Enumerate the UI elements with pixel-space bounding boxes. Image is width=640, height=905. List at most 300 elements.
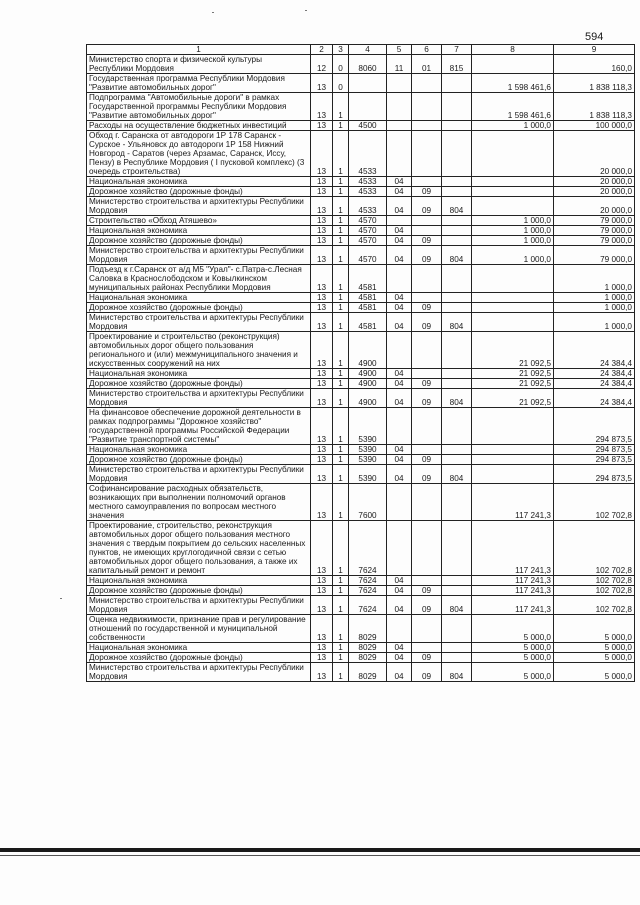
row-col-3: 1 (333, 332, 349, 369)
row-col-3: 1 (333, 408, 349, 445)
table-row (87, 379, 635, 389)
row-col-2: 13 (311, 313, 333, 332)
row-col-3: 1 (333, 663, 349, 682)
row-col-4: 4533 (349, 177, 387, 187)
row-col-5: 04 (387, 303, 412, 313)
row-name: Министерство спорта и физической культуры Республики Мордовия (87, 55, 311, 74)
row-col-6 (412, 369, 442, 379)
row-amount-col-9: 100 000,0 (554, 121, 635, 131)
row-col-4 (349, 93, 387, 121)
row-col-6 (412, 265, 442, 293)
row-amount-col-9: 294 873,5 (554, 408, 635, 445)
row-name: Национальная экономика (87, 293, 311, 303)
row-col-3: 1 (333, 246, 349, 265)
row-col-2: 13 (311, 643, 333, 653)
row-col-3: 1 (333, 445, 349, 455)
row-col-7 (442, 521, 472, 576)
table-row (87, 187, 635, 197)
table-row (87, 596, 635, 615)
col-header-4: 4 (349, 45, 387, 55)
row-amount-col-9: 1 838 118,3 (554, 74, 635, 93)
row-col-2: 13 (311, 74, 333, 93)
row-col-7 (442, 216, 472, 226)
row-col-2: 13 (311, 389, 333, 408)
row-col-7 (442, 455, 472, 465)
row-col-7 (442, 379, 472, 389)
row-amount-col-8: 1 000,0 (472, 226, 554, 236)
row-amount-col-9: 160,0 (554, 55, 635, 74)
row-col-4: 4581 (349, 265, 387, 293)
row-amount-col-8 (472, 197, 554, 216)
row-amount-col-9: 102 702,8 (554, 586, 635, 596)
row-col-7: 804 (442, 313, 472, 332)
row-col-5 (387, 484, 412, 521)
col-header-9: 9 (554, 45, 635, 55)
col-header-3: 3 (333, 45, 349, 55)
row-col-7 (442, 643, 472, 653)
table-row (87, 653, 635, 663)
table-row (87, 303, 635, 313)
row-amount-col-9: 24 384,4 (554, 332, 635, 369)
row-col-3: 1 (333, 484, 349, 521)
row-amount-col-8: 117 241,3 (472, 596, 554, 615)
scan-speck (212, 12, 214, 13)
row-amount-col-9: 20 000,0 (554, 131, 635, 177)
row-col-7 (442, 408, 472, 445)
row-col-4: 4570 (349, 226, 387, 236)
row-col-6 (412, 121, 442, 131)
row-name: Министерство строительства и архитектуры Республики Мордовия (87, 663, 311, 682)
row-col-3: 0 (333, 55, 349, 74)
row-col-7 (442, 265, 472, 293)
row-col-7 (442, 187, 472, 197)
row-amount-col-9: 20 000,0 (554, 187, 635, 197)
row-col-4: 4581 (349, 303, 387, 313)
row-amount-col-9: 24 384,4 (554, 379, 635, 389)
row-col-5: 04 (387, 369, 412, 379)
row-col-7: 815 (442, 55, 472, 74)
row-col-6 (412, 177, 442, 187)
row-col-2: 13 (311, 615, 333, 643)
row-col-5: 04 (387, 177, 412, 187)
row-col-7: 804 (442, 389, 472, 408)
row-col-5 (387, 216, 412, 226)
row-amount-col-9: 79 000,0 (554, 236, 635, 246)
row-col-3: 1 (333, 465, 349, 484)
row-col-6 (412, 576, 442, 586)
row-col-2: 13 (311, 121, 333, 131)
row-amount-col-8 (472, 455, 554, 465)
row-col-4: 4570 (349, 236, 387, 246)
row-col-5: 04 (387, 379, 412, 389)
row-amount-col-9: 24 384,4 (554, 389, 635, 408)
row-col-3: 1 (333, 121, 349, 131)
row-col-7 (442, 177, 472, 187)
row-col-3: 1 (333, 653, 349, 663)
row-col-4: 7624 (349, 596, 387, 615)
row-amount-col-8: 21 092,5 (472, 369, 554, 379)
row-amount-col-8 (472, 408, 554, 445)
row-amount-col-9: 102 702,8 (554, 576, 635, 586)
row-amount-col-9: 5 000,0 (554, 643, 635, 653)
row-col-5 (387, 121, 412, 131)
col-header-7: 7 (442, 45, 472, 55)
row-col-6: 09 (412, 389, 442, 408)
row-col-7 (442, 121, 472, 131)
page-number: 594 (585, 31, 604, 43)
table-row (87, 465, 635, 484)
row-col-3: 1 (333, 93, 349, 121)
table-row (87, 265, 635, 293)
row-col-2: 13 (311, 586, 333, 596)
row-col-2: 13 (311, 226, 333, 236)
row-col-4: 4533 (349, 187, 387, 197)
row-col-7: 804 (442, 246, 472, 265)
row-amount-col-9: 1 838 118,3 (554, 93, 635, 121)
header-row (87, 45, 635, 55)
row-col-7 (442, 293, 472, 303)
table-row (87, 246, 635, 265)
row-name: Дорожное хозяйство (дорожные фонды) (87, 187, 311, 197)
row-col-6 (412, 615, 442, 643)
table-row (87, 74, 635, 93)
row-col-4: 5390 (349, 445, 387, 455)
row-col-7 (442, 74, 472, 93)
row-col-5: 11 (387, 55, 412, 74)
row-name: Проектирование, строительство, реконструкция автомобильных дорог общего пользования местного значения с твердым покрытием до сельских населенных пунктов, не имеющих круглогодичной связи с сетью автомобильных дорог общего пользования, а также их капитальный ремонт и ремонт (87, 521, 311, 576)
row-amount-col-9: 294 873,5 (554, 455, 635, 465)
row-col-2: 13 (311, 187, 333, 197)
row-col-6 (412, 643, 442, 653)
bottom-rule-thin (0, 855, 640, 856)
row-col-3: 1 (333, 216, 349, 226)
row-col-3: 1 (333, 293, 349, 303)
row-col-5: 04 (387, 576, 412, 586)
row-col-5: 04 (387, 187, 412, 197)
row-col-3: 1 (333, 586, 349, 596)
row-amount-col-8: 1 598 461,6 (472, 93, 554, 121)
row-col-5: 04 (387, 465, 412, 484)
row-col-5 (387, 521, 412, 576)
row-amount-col-8: 117 241,3 (472, 484, 554, 521)
row-col-6 (412, 131, 442, 177)
row-col-7 (442, 226, 472, 236)
scan-speck (305, 10, 307, 11)
row-amount-col-8 (472, 293, 554, 303)
row-col-7: 804 (442, 465, 472, 484)
row-name: Национальная экономика (87, 643, 311, 653)
table-row (87, 521, 635, 576)
row-col-2: 13 (311, 484, 333, 521)
row-col-4: 4533 (349, 131, 387, 177)
row-col-2: 13 (311, 265, 333, 293)
row-col-6: 09 (412, 455, 442, 465)
row-name: Национальная экономика (87, 445, 311, 455)
row-col-5 (387, 332, 412, 369)
row-amount-col-8: 5 000,0 (472, 615, 554, 643)
row-col-3: 1 (333, 303, 349, 313)
row-col-6: 09 (412, 236, 442, 246)
table-row (87, 586, 635, 596)
row-name: Министерство строительства и архитектуры Республики Мордовия (87, 389, 311, 408)
bottom-rule (0, 848, 640, 852)
row-col-5 (387, 74, 412, 93)
row-name: Национальная экономика (87, 576, 311, 586)
row-col-6: 09 (412, 596, 442, 615)
row-name: Подъезд к г.Саранск от а/д М5 "Урал"- с.Патра-с.Лесная Саловка в Краснослободском и Ковылкинском муниципальных районах Республики Мордовия (87, 265, 311, 293)
row-col-3: 1 (333, 615, 349, 643)
row-name: Расходы на осуществление бюджетных инвестиций (87, 121, 311, 131)
table-row (87, 236, 635, 246)
row-col-4: 4533 (349, 197, 387, 216)
table-row (87, 121, 635, 131)
table-row (87, 93, 635, 121)
row-col-2: 13 (311, 445, 333, 455)
row-col-6 (412, 521, 442, 576)
row-amount-col-8: 1 000,0 (472, 121, 554, 131)
row-col-6: 09 (412, 303, 442, 313)
row-col-4: 4570 (349, 216, 387, 226)
row-col-7: 804 (442, 663, 472, 682)
row-col-4: 4900 (349, 332, 387, 369)
table-row (87, 445, 635, 455)
row-name: Дорожное хозяйство (дорожные фонды) (87, 653, 311, 663)
row-col-2: 13 (311, 177, 333, 187)
row-name: Национальная экономика (87, 226, 311, 236)
row-col-7 (442, 484, 472, 521)
row-name: Министерство строительства и архитектуры Республики Мордовия (87, 246, 311, 265)
row-name: Строительство «Обход Атяшево» (87, 216, 311, 226)
row-amount-col-9: 20 000,0 (554, 177, 635, 187)
table-row (87, 332, 635, 369)
table-row (87, 131, 635, 177)
row-col-4: 8029 (349, 643, 387, 653)
row-col-6: 09 (412, 586, 442, 596)
table-row (87, 293, 635, 303)
row-amount-col-8 (472, 465, 554, 484)
row-amount-col-9: 102 702,8 (554, 596, 635, 615)
row-amount-col-9: 20 000,0 (554, 197, 635, 216)
row-col-6 (412, 332, 442, 369)
row-col-6: 09 (412, 246, 442, 265)
row-col-4: 5390 (349, 465, 387, 484)
row-col-6 (412, 408, 442, 445)
row-col-2: 13 (311, 197, 333, 216)
table-row (87, 576, 635, 586)
row-col-4: 7624 (349, 586, 387, 596)
row-col-4: 7624 (349, 521, 387, 576)
table-row (87, 389, 635, 408)
row-col-7 (442, 93, 472, 121)
row-name: Дорожное хозяйство (дорожные фонды) (87, 455, 311, 465)
row-name: Дорожное хозяйство (дорожные фонды) (87, 586, 311, 596)
row-name: Национальная экономика (87, 369, 311, 379)
row-col-5: 04 (387, 246, 412, 265)
table-row (87, 226, 635, 236)
row-amount-col-9: 5 000,0 (554, 653, 635, 663)
row-amount-col-8 (472, 55, 554, 74)
row-col-2: 13 (311, 236, 333, 246)
col-header-6: 6 (412, 45, 442, 55)
row-col-6: 09 (412, 379, 442, 389)
row-name: Государственная программа Республики Мордовия "Развитие автомобильных дорог" (87, 74, 311, 93)
row-col-6 (412, 216, 442, 226)
row-col-3: 1 (333, 643, 349, 653)
row-col-4: 5390 (349, 408, 387, 445)
row-name: Дорожное хозяйство (дорожные фонды) (87, 379, 311, 389)
col-header-5: 5 (387, 45, 412, 55)
row-col-4: 8060 (349, 55, 387, 74)
row-name: Софинансирование расходных обязательств, возникающих при выполнении полномочий органов местного самоуправления по вопросам местного значения (87, 484, 311, 521)
row-col-2: 13 (311, 246, 333, 265)
row-col-3: 1 (333, 131, 349, 177)
row-col-2: 13 (311, 93, 333, 121)
row-amount-col-9: 102 702,8 (554, 484, 635, 521)
row-col-5: 04 (387, 596, 412, 615)
row-amount-col-8 (472, 265, 554, 293)
table-body (87, 55, 635, 682)
row-col-2: 13 (311, 653, 333, 663)
table-row (87, 484, 635, 521)
row-col-6 (412, 484, 442, 521)
row-col-2: 13 (311, 576, 333, 586)
table-row (87, 55, 635, 74)
row-col-7 (442, 653, 472, 663)
row-col-3: 1 (333, 455, 349, 465)
row-col-6: 09 (412, 197, 442, 216)
row-col-2: 13 (311, 131, 333, 177)
row-col-5: 04 (387, 236, 412, 246)
row-col-5: 04 (387, 663, 412, 682)
row-amount-col-9: 102 702,8 (554, 521, 635, 576)
row-amount-col-9: 1 000,0 (554, 303, 635, 313)
row-amount-col-8: 117 241,3 (472, 576, 554, 586)
row-col-2: 12 (311, 55, 333, 74)
row-amount-col-8: 5 000,0 (472, 643, 554, 653)
row-col-2: 13 (311, 332, 333, 369)
row-col-4: 4900 (349, 389, 387, 408)
table-row (87, 408, 635, 445)
col-header-8: 8 (472, 45, 554, 55)
row-col-2: 13 (311, 379, 333, 389)
row-col-7: 804 (442, 197, 472, 216)
row-col-6: 09 (412, 313, 442, 332)
table-row (87, 313, 635, 332)
row-col-4: 8029 (349, 615, 387, 643)
row-col-6: 09 (412, 653, 442, 663)
row-col-5 (387, 265, 412, 293)
row-name: На финансовое обеспечение дорожной деятельности в рамках подпрограммы "Дорожное хозяйство" государственной программы Российской Федерации "Развитие транспортной системы" (87, 408, 311, 445)
table-row (87, 177, 635, 187)
row-col-6 (412, 226, 442, 236)
row-amount-col-8 (472, 445, 554, 455)
table-row (87, 216, 635, 226)
row-amount-col-8: 21 092,5 (472, 379, 554, 389)
row-col-3: 1 (333, 379, 349, 389)
row-col-6 (412, 293, 442, 303)
row-col-6: 01 (412, 55, 442, 74)
row-col-2: 13 (311, 303, 333, 313)
row-amount-col-9: 1 000,0 (554, 293, 635, 303)
row-col-3: 1 (333, 369, 349, 379)
row-col-4: 7600 (349, 484, 387, 521)
row-col-3: 1 (333, 265, 349, 293)
row-col-3: 1 (333, 226, 349, 236)
budget-table-container (86, 44, 634, 682)
table-row (87, 197, 635, 216)
row-name: Дорожное хозяйство (дорожные фонды) (87, 303, 311, 313)
row-name: Обход г. Саранска от автодороги 1Р 178 Саранск - Сурское - Ульяновск до автодороги 1Р 158 Нижний Новгород - Саратов (через Арзамас, Саранск, Иссу, Пензу) в Республике Мордовия ( I пусковой комплекс) (3 очередь строительства) (87, 131, 311, 177)
row-col-7 (442, 303, 472, 313)
row-col-3: 1 (333, 596, 349, 615)
table-row (87, 615, 635, 643)
row-col-5: 04 (387, 653, 412, 663)
row-col-7 (442, 332, 472, 369)
row-amount-col-9: 5 000,0 (554, 615, 635, 643)
row-amount-col-8: 1 598 461,6 (472, 74, 554, 93)
table-row (87, 663, 635, 682)
scan-speck (60, 598, 62, 599)
row-col-4: 7624 (349, 576, 387, 586)
row-amount-col-9: 1 000,0 (554, 265, 635, 293)
row-amount-col-8: 1 000,0 (472, 246, 554, 265)
row-amount-col-8 (472, 187, 554, 197)
row-col-3: 1 (333, 521, 349, 576)
row-col-5: 04 (387, 643, 412, 653)
row-amount-col-8: 117 241,3 (472, 586, 554, 596)
row-amount-col-8: 5 000,0 (472, 653, 554, 663)
row-col-5: 04 (387, 226, 412, 236)
row-name: Проектирование и строительство (реконструкция) автомобильных дорог общего пользования регионального и (или) межмуниципального значения и искусственных сооружений на них (87, 332, 311, 369)
row-col-7 (442, 131, 472, 177)
row-col-6 (412, 74, 442, 93)
row-col-2: 13 (311, 521, 333, 576)
row-col-3: 1 (333, 236, 349, 246)
row-amount-col-8 (472, 303, 554, 313)
row-col-4: 8029 (349, 663, 387, 682)
row-col-3: 1 (333, 177, 349, 187)
row-col-4: 8029 (349, 653, 387, 663)
row-col-5 (387, 408, 412, 445)
row-col-6: 09 (412, 187, 442, 197)
row-col-2: 13 (311, 369, 333, 379)
row-amount-col-9: 5 000,0 (554, 663, 635, 682)
row-col-5: 04 (387, 293, 412, 303)
row-col-7 (442, 576, 472, 586)
row-col-5: 04 (387, 313, 412, 332)
row-col-7: 804 (442, 596, 472, 615)
row-col-2: 13 (311, 663, 333, 682)
row-amount-col-8: 1 000,0 (472, 236, 554, 246)
row-amount-col-8 (472, 131, 554, 177)
row-amount-col-9: 294 873,5 (554, 465, 635, 484)
row-name: Национальная экономика (87, 177, 311, 187)
row-amount-col-8 (472, 313, 554, 332)
row-col-2: 13 (311, 596, 333, 615)
row-col-6: 09 (412, 663, 442, 682)
row-amount-col-9: 79 000,0 (554, 216, 635, 226)
row-col-2: 13 (311, 455, 333, 465)
row-col-3: 1 (333, 389, 349, 408)
row-col-5: 04 (387, 197, 412, 216)
row-col-5: 04 (387, 445, 412, 455)
row-col-5: 04 (387, 389, 412, 408)
row-amount-col-8 (472, 177, 554, 187)
row-name: Министерство строительства и архитектуры Республики Мордовия (87, 596, 311, 615)
col-header-2: 2 (311, 45, 333, 55)
row-col-2: 13 (311, 465, 333, 484)
row-amount-col-8: 5 000,0 (472, 663, 554, 682)
